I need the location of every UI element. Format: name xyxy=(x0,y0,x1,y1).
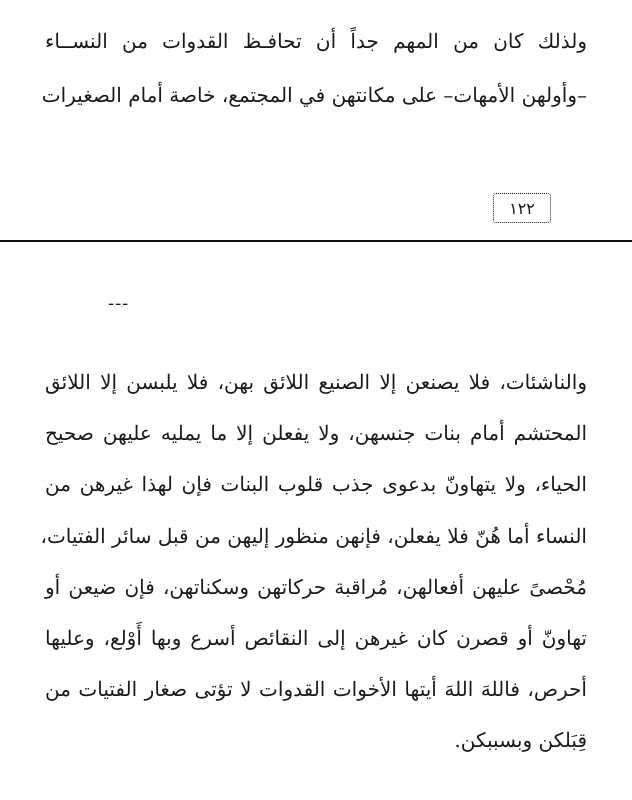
text-line: المحتشم أمام بنات جنسهن، ولا يفعلن إلا ما يمليه عليهن صحيح xyxy=(45,421,587,445)
page-number: ١٢٢ xyxy=(509,198,535,218)
text-line: مُحْصىً عليهن أفعالهن، مُراقبة حركاتهن وسكناتهن، فإن ضيعن أو xyxy=(45,575,587,599)
continuation-mark: --- xyxy=(108,293,130,314)
page-number-box xyxy=(493,193,551,223)
text-line: قِبَلكن وبسببكن. xyxy=(454,728,587,752)
text-line: تهاونّ أو قصرن كان غيرهن إلى النقائص أسرع وبها أَوْلع، وعليها xyxy=(45,626,587,650)
text-line: والناشئات، فلا يصنعن إلا الصنيع اللائق بهن، فلا يلبسن إلا اللائق xyxy=(45,370,587,394)
text-line: ولذلك كان من المهم جداً أن تحافـظ القدوات من النســاء xyxy=(45,29,587,53)
text-line: أحرص، فاللهَ اللهَ أيتها الأخوات القدوات لا تؤتى صغار الفتيات من xyxy=(45,677,587,701)
text-line: –وأولهن الأمهات– على مكانتهن في المجتمع، خاصة أمام الصغيرات xyxy=(41,83,587,107)
text-line: الحياء، ولا يتهاونّ بدعوى جذب قلوب البنات فإن لهذا غيرهن من xyxy=(45,472,587,496)
page-divider xyxy=(0,240,632,242)
text-line: النساء أما هُنّ فلا يفعلن، فإنهن منظور إليهن من قبل سائر الفتيات، xyxy=(40,524,587,548)
